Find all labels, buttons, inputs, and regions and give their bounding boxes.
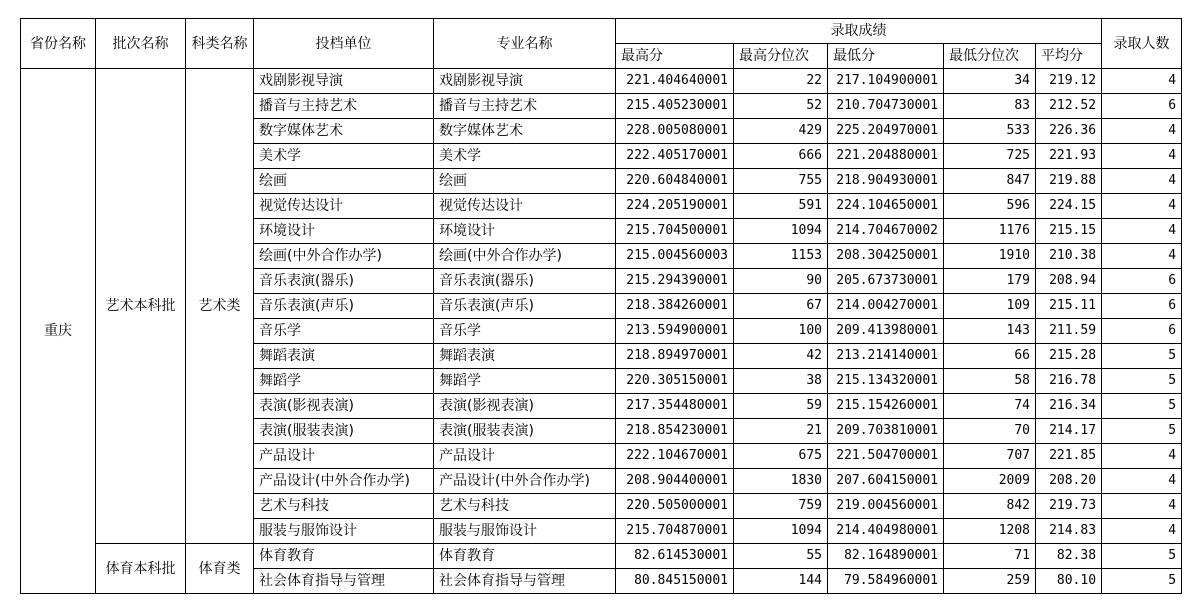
avg-cell: 219.88 xyxy=(1036,169,1102,194)
batch-cell: 艺术本科批 xyxy=(96,69,186,544)
count-cell: 4 xyxy=(1102,469,1182,494)
header-province: 省份名称 xyxy=(21,19,96,69)
header-category: 科类名称 xyxy=(186,19,254,69)
min-score-cell: 210.704730001 xyxy=(828,94,944,119)
min-score-cell: 214.404980001 xyxy=(828,519,944,544)
count-cell: 6 xyxy=(1102,269,1182,294)
min-score-cell: 207.604150001 xyxy=(828,469,944,494)
avg-cell: 214.83 xyxy=(1036,519,1102,544)
min-score-cell: 218.904930001 xyxy=(828,169,944,194)
count-cell: 4 xyxy=(1102,119,1182,144)
header-row-1 xyxy=(21,19,1182,44)
avg-cell: 214.17 xyxy=(1036,419,1102,444)
unit-cell: 环境设计 xyxy=(254,219,434,244)
header-avg: 平均分 xyxy=(1036,44,1102,69)
major-cell: 艺术与科技 xyxy=(434,494,616,519)
min-score-cell: 82.164890001 xyxy=(828,544,944,569)
min-rank-cell: 83 xyxy=(944,94,1036,119)
min-score-cell: 217.104900001 xyxy=(828,69,944,94)
min-score-cell: 208.304250001 xyxy=(828,244,944,269)
min-rank-cell: 1208 xyxy=(944,519,1036,544)
max-score-cell: 215.704870001 xyxy=(616,519,734,544)
unit-cell: 美术学 xyxy=(254,144,434,169)
major-cell: 体育教育 xyxy=(434,544,616,569)
min-score-cell: 225.204970001 xyxy=(828,119,944,144)
province-cell: 重庆 xyxy=(21,69,96,594)
min-rank-cell: 58 xyxy=(944,369,1036,394)
header-major: 专业名称 xyxy=(434,19,616,69)
avg-cell: 82.38 xyxy=(1036,544,1102,569)
min-rank-cell: 109 xyxy=(944,294,1036,319)
min-rank-cell: 71 xyxy=(944,544,1036,569)
max-score-cell: 218.894970001 xyxy=(616,344,734,369)
batch-cell: 体育本科批 xyxy=(96,544,186,594)
count-cell: 5 xyxy=(1102,369,1182,394)
unit-cell: 产品设计 xyxy=(254,444,434,469)
major-cell: 表演(影视表演) xyxy=(434,394,616,419)
max-rank-cell: 90 xyxy=(734,269,828,294)
major-cell: 绘画 xyxy=(434,169,616,194)
header-max-score: 最高分 xyxy=(616,44,734,69)
min-rank-cell: 596 xyxy=(944,194,1036,219)
count-cell: 4 xyxy=(1102,444,1182,469)
max-rank-cell: 67 xyxy=(734,294,828,319)
min-score-cell: 205.673730001 xyxy=(828,269,944,294)
max-score-cell: 221.404640001 xyxy=(616,69,734,94)
major-cell: 产品设计 xyxy=(434,444,616,469)
unit-cell: 服装与服饰设计 xyxy=(254,519,434,544)
min-score-cell: 215.134320001 xyxy=(828,369,944,394)
header-unit: 投档单位 xyxy=(254,19,434,69)
max-rank-cell: 1094 xyxy=(734,219,828,244)
min-score-cell: 209.703810001 xyxy=(828,419,944,444)
min-rank-cell: 143 xyxy=(944,319,1036,344)
avg-cell: 210.38 xyxy=(1036,244,1102,269)
unit-cell: 表演(影视表演) xyxy=(254,394,434,419)
min-rank-cell: 259 xyxy=(944,569,1036,594)
max-score-cell: 217.354480001 xyxy=(616,394,734,419)
count-cell: 4 xyxy=(1102,69,1182,94)
avg-cell: 221.93 xyxy=(1036,144,1102,169)
category-cell: 体育类 xyxy=(186,544,254,594)
avg-cell: 215.15 xyxy=(1036,219,1102,244)
min-rank-cell: 179 xyxy=(944,269,1036,294)
max-rank-cell: 1094 xyxy=(734,519,828,544)
count-cell: 4 xyxy=(1102,244,1182,269)
min-rank-cell: 66 xyxy=(944,344,1036,369)
min-rank-cell: 725 xyxy=(944,144,1036,169)
major-cell: 数字媒体艺术 xyxy=(434,119,616,144)
table-row xyxy=(21,69,1182,94)
max-rank-cell: 100 xyxy=(734,319,828,344)
avg-cell: 216.34 xyxy=(1036,394,1102,419)
min-score-cell: 214.004270001 xyxy=(828,294,944,319)
count-cell: 5 xyxy=(1102,419,1182,444)
max-rank-cell: 759 xyxy=(734,494,828,519)
max-rank-cell: 52 xyxy=(734,94,828,119)
max-rank-cell: 21 xyxy=(734,419,828,444)
major-cell: 舞蹈学 xyxy=(434,369,616,394)
count-cell: 4 xyxy=(1102,494,1182,519)
max-score-cell: 213.594900001 xyxy=(616,319,734,344)
major-cell: 服装与服饰设计 xyxy=(434,519,616,544)
max-score-cell: 224.205190001 xyxy=(616,194,734,219)
count-cell: 6 xyxy=(1102,319,1182,344)
min-rank-cell: 74 xyxy=(944,394,1036,419)
max-rank-cell: 429 xyxy=(734,119,828,144)
max-score-cell: 215.405230001 xyxy=(616,94,734,119)
count-cell: 6 xyxy=(1102,94,1182,119)
avg-cell: 219.12 xyxy=(1036,69,1102,94)
unit-cell: 音乐学 xyxy=(254,319,434,344)
unit-cell: 音乐表演(器乐) xyxy=(254,269,434,294)
min-rank-cell: 1176 xyxy=(944,219,1036,244)
min-score-cell: 213.214140001 xyxy=(828,344,944,369)
avg-cell: 216.78 xyxy=(1036,369,1102,394)
min-rank-cell: 842 xyxy=(944,494,1036,519)
min-rank-cell: 707 xyxy=(944,444,1036,469)
max-score-cell: 218.854230001 xyxy=(616,419,734,444)
max-score-cell: 220.505000001 xyxy=(616,494,734,519)
header-min-rank: 最低分位次 xyxy=(944,44,1036,69)
count-cell: 5 xyxy=(1102,394,1182,419)
max-score-cell: 82.614530001 xyxy=(616,544,734,569)
major-cell: 表演(服装表演) xyxy=(434,419,616,444)
count-cell: 5 xyxy=(1102,569,1182,594)
min-score-cell: 221.204880001 xyxy=(828,144,944,169)
max-score-cell: 215.294390001 xyxy=(616,269,734,294)
header-max-rank: 最高分位次 xyxy=(734,44,828,69)
max-rank-cell: 59 xyxy=(734,394,828,419)
count-cell: 5 xyxy=(1102,544,1182,569)
unit-cell: 艺术与科技 xyxy=(254,494,434,519)
min-rank-cell: 847 xyxy=(944,169,1036,194)
unit-cell: 视觉传达设计 xyxy=(254,194,434,219)
count-cell: 4 xyxy=(1102,144,1182,169)
avg-cell: 226.36 xyxy=(1036,119,1102,144)
max-score-cell: 222.104670001 xyxy=(616,444,734,469)
max-score-cell: 80.845150001 xyxy=(616,569,734,594)
max-score-cell: 215.704500001 xyxy=(616,219,734,244)
count-cell: 4 xyxy=(1102,519,1182,544)
min-rank-cell: 533 xyxy=(944,119,1036,144)
max-rank-cell: 1153 xyxy=(734,244,828,269)
max-score-cell: 222.405170001 xyxy=(616,144,734,169)
min-score-cell: 224.104650001 xyxy=(828,194,944,219)
admission-scores-table xyxy=(20,18,1182,594)
max-rank-cell: 1830 xyxy=(734,469,828,494)
header-scores-group: 录取成绩 xyxy=(616,19,1102,44)
major-cell: 播音与主持艺术 xyxy=(434,94,616,119)
count-cell: 6 xyxy=(1102,294,1182,319)
major-cell: 音乐表演(声乐) xyxy=(434,294,616,319)
unit-cell: 体育教育 xyxy=(254,544,434,569)
major-cell: 环境设计 xyxy=(434,219,616,244)
min-score-cell: 215.154260001 xyxy=(828,394,944,419)
avg-cell: 212.52 xyxy=(1036,94,1102,119)
max-score-cell: 228.005080001 xyxy=(616,119,734,144)
major-cell: 戏剧影视导演 xyxy=(434,69,616,94)
unit-cell: 社会体育指导与管理 xyxy=(254,569,434,594)
max-score-cell: 220.604840001 xyxy=(616,169,734,194)
min-score-cell: 209.413980001 xyxy=(828,319,944,344)
avg-cell: 211.59 xyxy=(1036,319,1102,344)
unit-cell: 舞蹈表演 xyxy=(254,344,434,369)
unit-cell: 数字媒体艺术 xyxy=(254,119,434,144)
avg-cell: 215.11 xyxy=(1036,294,1102,319)
major-cell: 社会体育指导与管理 xyxy=(434,569,616,594)
max-rank-cell: 42 xyxy=(734,344,828,369)
unit-cell: 播音与主持艺术 xyxy=(254,94,434,119)
avg-cell: 224.15 xyxy=(1036,194,1102,219)
unit-cell: 绘画(中外合作办学) xyxy=(254,244,434,269)
unit-cell: 音乐表演(声乐) xyxy=(254,294,434,319)
avg-cell: 80.10 xyxy=(1036,569,1102,594)
unit-cell: 戏剧影视导演 xyxy=(254,69,434,94)
max-rank-cell: 666 xyxy=(734,144,828,169)
major-cell: 音乐学 xyxy=(434,319,616,344)
max-rank-cell: 755 xyxy=(734,169,828,194)
major-cell: 音乐表演(器乐) xyxy=(434,269,616,294)
max-rank-cell: 55 xyxy=(734,544,828,569)
min-rank-cell: 1910 xyxy=(944,244,1036,269)
avg-cell: 221.85 xyxy=(1036,444,1102,469)
min-score-cell: 79.584960001 xyxy=(828,569,944,594)
count-cell: 4 xyxy=(1102,169,1182,194)
min-score-cell: 214.704670002 xyxy=(828,219,944,244)
avg-cell: 208.20 xyxy=(1036,469,1102,494)
count-cell: 5 xyxy=(1102,344,1182,369)
unit-cell: 产品设计(中外合作办学) xyxy=(254,469,434,494)
table-body xyxy=(21,69,1182,594)
avg-cell: 215.28 xyxy=(1036,344,1102,369)
max-score-cell: 220.305150001 xyxy=(616,369,734,394)
min-score-cell: 219.004560001 xyxy=(828,494,944,519)
max-score-cell: 208.904400001 xyxy=(616,469,734,494)
header-batch: 批次名称 xyxy=(96,19,186,69)
category-cell: 艺术类 xyxy=(186,69,254,544)
header-min-score: 最低分 xyxy=(828,44,944,69)
max-score-cell: 215.004560003 xyxy=(616,244,734,269)
max-rank-cell: 144 xyxy=(734,569,828,594)
major-cell: 视觉传达设计 xyxy=(434,194,616,219)
major-cell: 舞蹈表演 xyxy=(434,344,616,369)
avg-cell: 208.94 xyxy=(1036,269,1102,294)
min-rank-cell: 2009 xyxy=(944,469,1036,494)
major-cell: 产品设计(中外合作办学) xyxy=(434,469,616,494)
max-rank-cell: 675 xyxy=(734,444,828,469)
count-cell: 4 xyxy=(1102,194,1182,219)
unit-cell: 绘画 xyxy=(254,169,434,194)
count-cell: 4 xyxy=(1102,219,1182,244)
table-row xyxy=(21,544,1182,569)
min-score-cell: 221.504700001 xyxy=(828,444,944,469)
max-rank-cell: 591 xyxy=(734,194,828,219)
major-cell: 美术学 xyxy=(434,144,616,169)
min-rank-cell: 34 xyxy=(944,69,1036,94)
min-rank-cell: 70 xyxy=(944,419,1036,444)
unit-cell: 舞蹈学 xyxy=(254,369,434,394)
avg-cell: 219.73 xyxy=(1036,494,1102,519)
header-count: 录取人数 xyxy=(1102,19,1182,69)
max-score-cell: 218.384260001 xyxy=(616,294,734,319)
max-rank-cell: 38 xyxy=(734,369,828,394)
major-cell: 绘画(中外合作办学) xyxy=(434,244,616,269)
max-rank-cell: 22 xyxy=(734,69,828,94)
unit-cell: 表演(服装表演) xyxy=(254,419,434,444)
